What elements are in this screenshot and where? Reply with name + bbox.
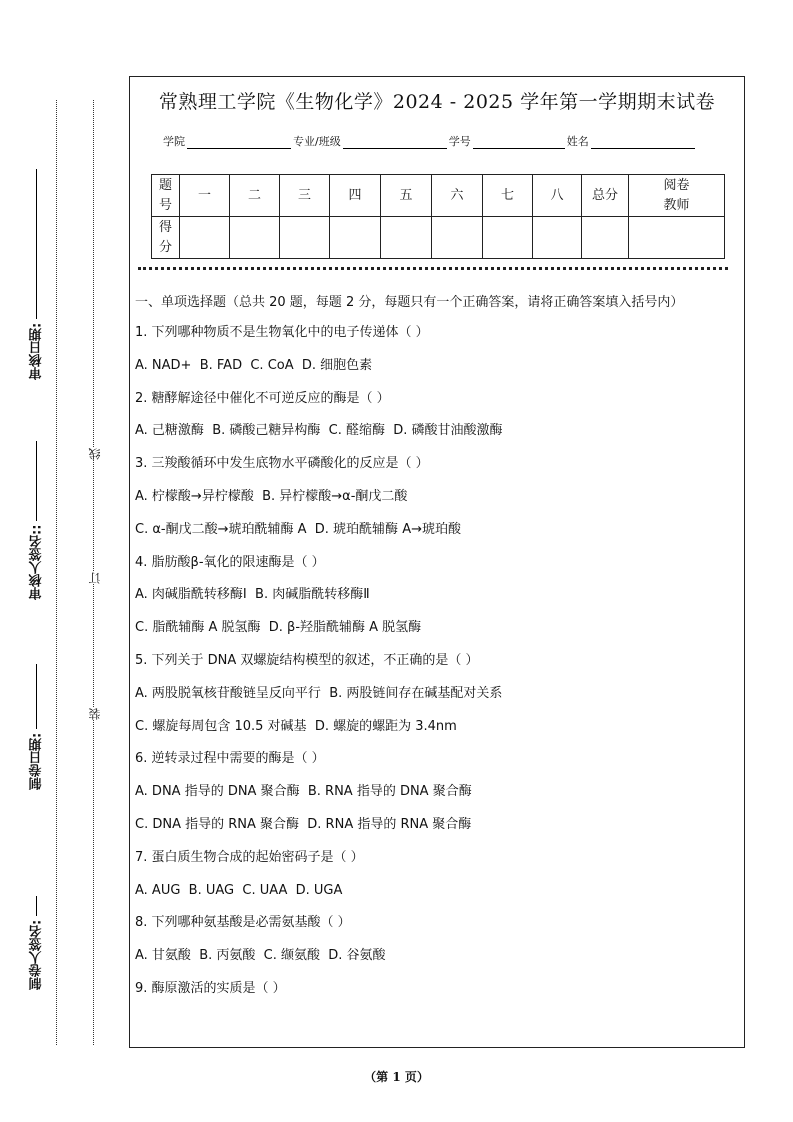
score-cell[interactable] [330,217,381,259]
option-line: A. 己糖激酶 B. 磷酸己糖异构酶 C. 醛缩酶 D. 磷酸甘油酸激酶 [135,423,503,439]
prep-date-label: 制卷日期: [29,732,45,790]
reviewer-signature-label: 审核人签名:: [29,524,45,600]
reviewer-signature-field [22,420,52,600]
score-table-header-row [152,175,725,217]
score-cell[interactable] [483,217,533,259]
option-line: A. 甘氨酸 B. 丙氨酸 C. 缬氨酸 D. 谷氨酸 [135,948,386,964]
question-line: 2. 糖酵解途径中催化不可逆反应的酶是（ ） [135,390,390,406]
question-line: 8. 下列哪种氨基酸是必需氨基酸（ ） [135,915,351,931]
option-line: A. 柠檬酸→异柠檬酸 B. 异柠檬酸→α-酮戊二酸 [135,488,408,504]
score-cell[interactable] [230,217,280,259]
bind-word-staple: 订 [88,572,102,584]
preparer-signature-field [22,880,52,990]
question-line: 3. 三羧酸循环中发生底物水平磷酸化的反应是（ ） [135,456,429,472]
header-cell-total: 总分 [582,175,629,217]
preparer-signature-label: 制卷人签名: [29,919,45,990]
score-table-score-row [152,217,725,259]
name-label: 姓名 [566,135,589,148]
major-class-label: 专业/班级 [293,135,341,148]
option-line: C. DNA 指导的 RNA 聚合酶 D. RNA 指导的 RNA 聚合酶 [135,816,472,832]
major-class-input[interactable] [343,136,447,149]
review-date-field [22,150,52,380]
header-cell: 六 [432,175,483,217]
question-line: 5. 下列关于 DNA 双螺旋结构模型的叙述，不正确的是（ ） [135,652,479,668]
score-cell[interactable] [432,217,483,259]
page-footer: （第 1 页） [364,1070,429,1084]
prep-date-field [22,660,52,790]
score-cell-grader[interactable] [629,217,725,259]
bind-word-line: 线 [88,448,102,460]
dotted-separator [138,267,728,270]
name-input[interactable] [591,136,695,149]
score-cell[interactable] [533,217,582,259]
student-id-label: 学号 [448,135,471,148]
prep-date-line [37,664,38,729]
option-line: A. NAD+ B. FAD C. CoA D. 细胞色素 [135,357,373,373]
question-line: 1. 下列哪种物质不是生物氧化中的电子传递体（ ） [135,325,429,340]
header-cell-question-no: 题号 [152,175,180,217]
exam-title: 常熟理工学院《生物化学》2024 - 2025 学年第一学期期末试卷 [158,91,716,113]
score-cell[interactable] [280,217,330,259]
option-line: A. DNA 指导的 DNA 聚合酶 B. RNA 指导的 DNA 聚合酶 [135,784,472,800]
score-table [151,174,725,259]
header-cell: 五 [381,175,432,217]
header-cell: 一 [180,175,230,217]
header-cell: 七 [483,175,533,217]
score-cell[interactable] [381,217,432,259]
header-cell: 八 [533,175,582,217]
preparer-signature-line [37,896,38,916]
header-cell: 三 [280,175,330,217]
question-line: 9. 酶原激活的实质是（ ） [135,980,286,996]
college-label: 学院 [163,135,185,148]
section-heading: 一、单项选择题（总共 20 题，每题 2 分，每题只有一个正确答案，请将正确答案填入括号内） [135,295,684,310]
header-cell: 四 [330,175,381,217]
reviewer-signature-line [37,441,38,521]
score-cell-total[interactable] [582,217,629,259]
exam-frame [129,76,745,1048]
option-line: C. α-酮戊二酸→琥珀酰辅酶 A D. 琥珀酰辅酶 A→琥珀酸 [135,521,461,537]
option-line: A. AUG B. UAG C. UAA D. UGA [135,882,343,898]
score-cell[interactable] [180,217,230,259]
question-line: 6. 逆转录过程中需要的酶是（ ） [135,751,325,767]
student-id-input[interactable] [473,136,565,149]
option-line: C. 脂酰辅酶 A 脱氢酶 D. β-羟脂酰辅酶 A 脱氢酶 [135,620,422,636]
option-line: A. 两股脱氧核苷酸链呈反向平行 B. 两股链间存在碱基配对关系 [135,685,503,701]
header-cell: 二 [230,175,280,217]
margin-dotted-line [56,100,57,1045]
question-section [135,291,736,1011]
question-line: 7. 蛋白质生物合成的起始密码子是（ ） [135,849,364,865]
review-date-line [37,169,38,319]
review-date-label: 审核日期: [29,322,45,380]
score-row-label: 得分 [152,217,180,259]
college-input[interactable] [187,136,291,149]
option-line: C. 螺旋每周包含 10.5 对碱基 D. 螺旋的螺距为 3.4nm [135,718,457,734]
question-line: 4. 脂肪酸β-氧化的限速酶是（ ） [135,554,325,570]
student-info-row [163,133,697,149]
option-line: A. 肉碱脂酰转移酶Ⅰ B. 肉碱脂酰转移酶Ⅱ [135,587,370,603]
header-cell-grader: 阅卷教师 [629,175,725,217]
bind-word-bind: 装 [88,708,102,720]
